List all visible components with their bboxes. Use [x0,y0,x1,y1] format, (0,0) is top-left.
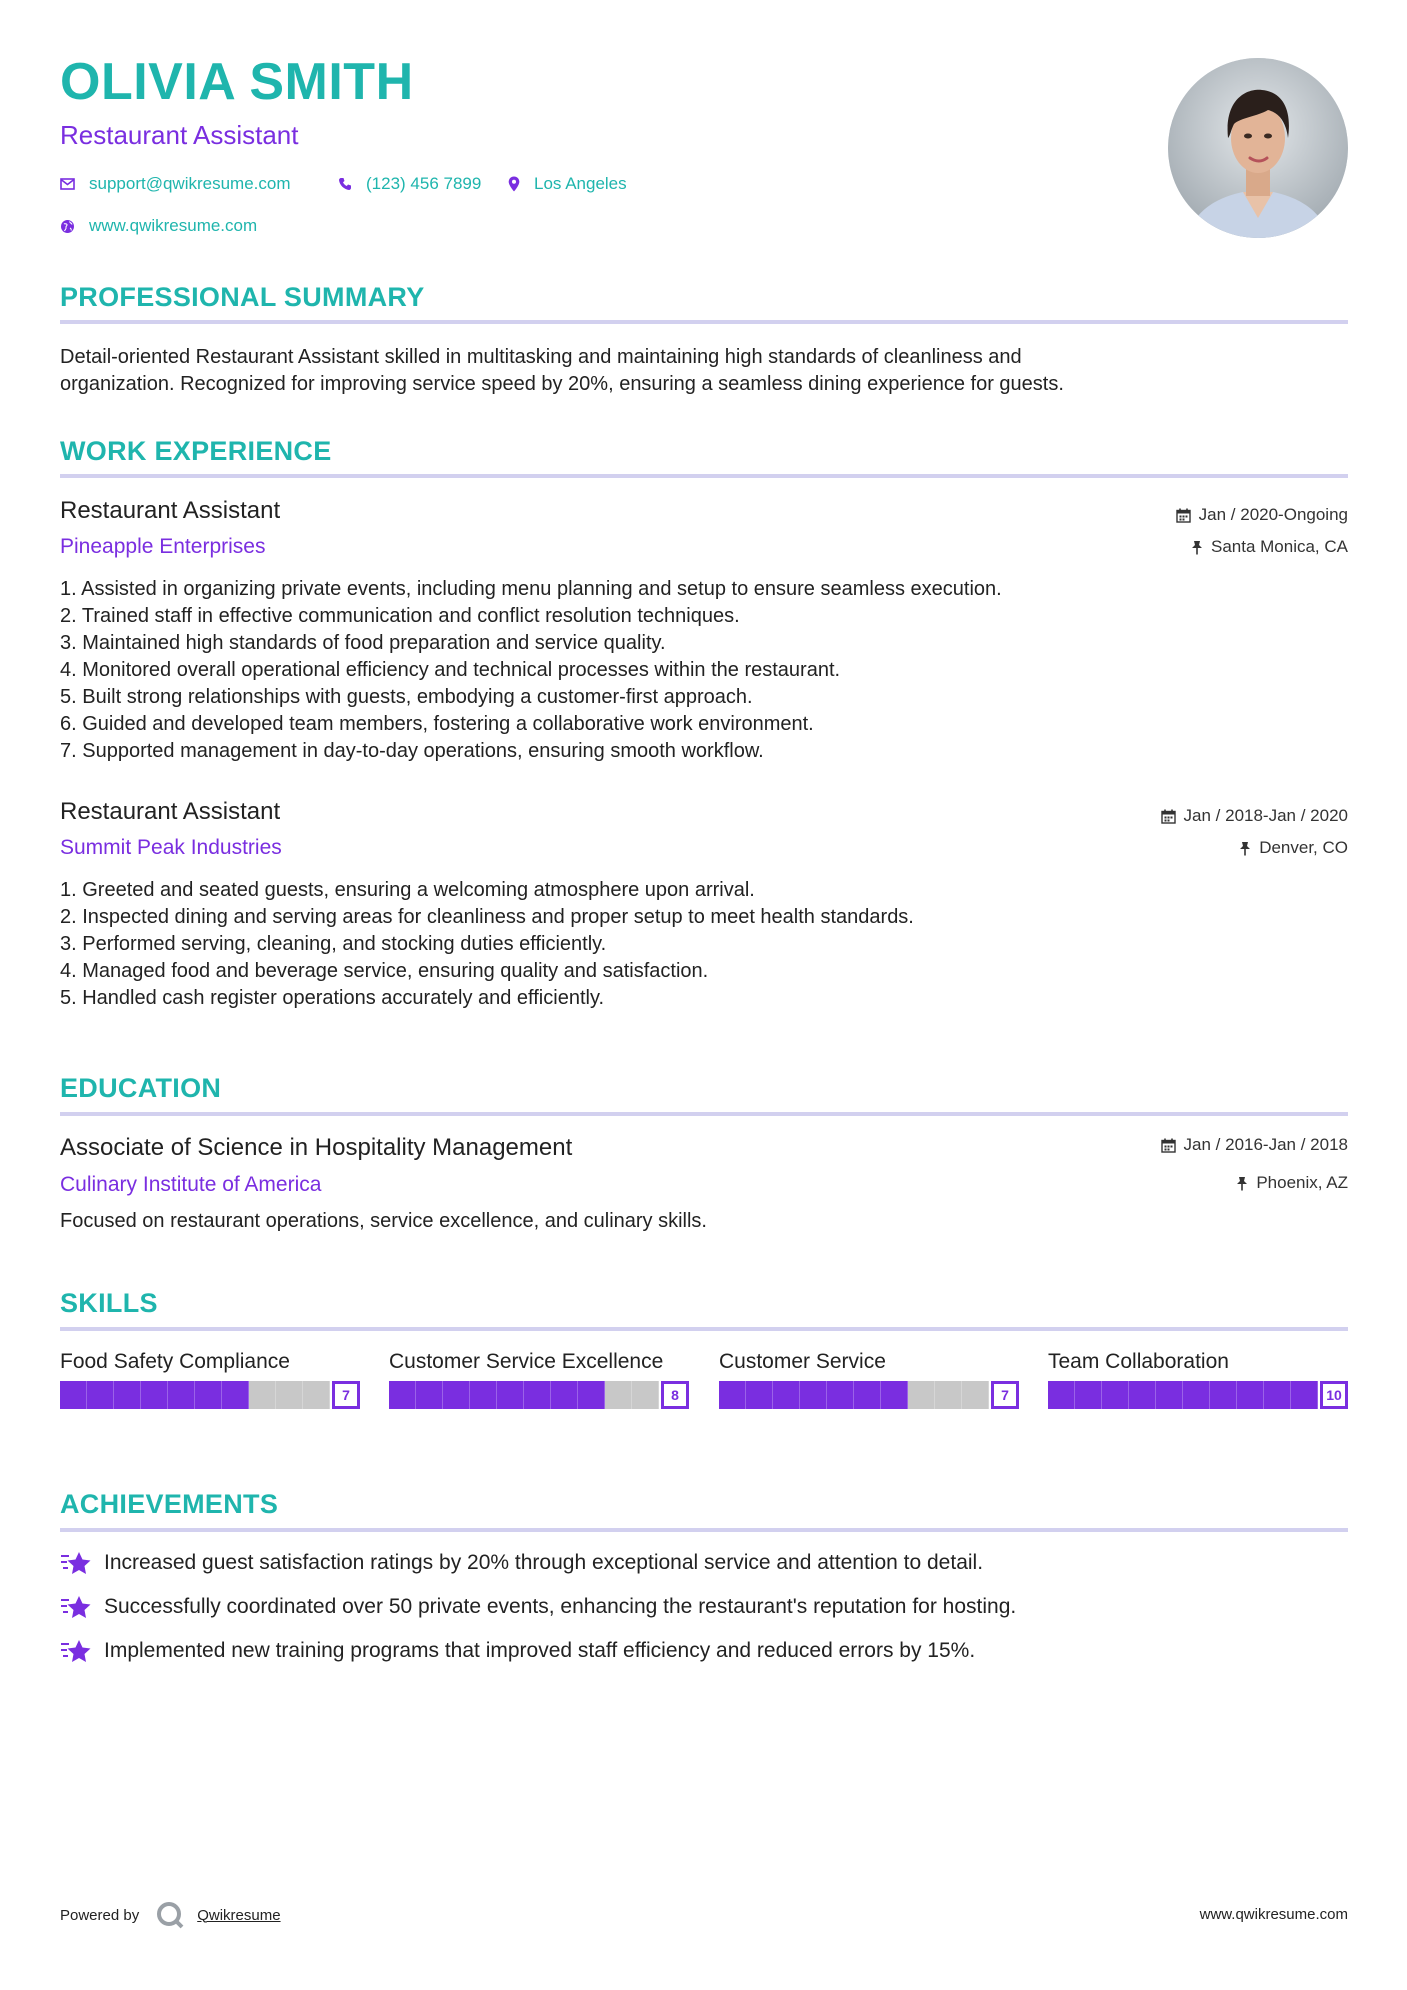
list-item: 1. Assisted in organizing private events, including menu planning and setup to ensure seamless execution. [60,578,1002,600]
skill-segment-filled [800,1381,827,1409]
map-pin-icon [508,176,520,192]
list-item: 6. Guided and developed team members, fostering a collaborative work environment. [60,713,814,735]
education-dates-text: Jan / 2016-Jan / 2018 [1183,1135,1348,1154]
skill-segment-empty [276,1381,303,1409]
skill-segment-filled [141,1381,168,1409]
skill-segment-filled [746,1381,773,1409]
footer-powered-by [60,1900,281,1930]
list-item: 3. Maintained high standards of food preparation and service quality. [60,632,666,654]
qwikresume-logo-icon [155,1900,185,1930]
experience-heading: WORK EXPERIENCE [60,436,332,466]
list-item: 5. Handled cash register operations accurately and efficiently. [60,987,605,1009]
skill-name: Team Collaboration [1048,1350,1229,1373]
education-dates [1161,1135,1348,1155]
achievement-item [60,1550,983,1576]
skills-heading: SKILLS [60,1288,158,1318]
skill-bar [1048,1381,1348,1409]
skill-segment-filled [773,1381,800,1409]
skill-segment-empty [908,1381,935,1409]
skill-segment-filled [827,1381,854,1409]
job-company: Pineapple Enterprises [60,535,266,558]
achievement-text: Increased guest satisfaction ratings by 20% through exceptional service and attention to detail. [104,1551,984,1574]
education-location-text: Phoenix, AZ [1256,1173,1348,1192]
contact-phone-text: (123) 456 7899 [366,174,482,193]
star-icon [60,1550,92,1576]
job-location [1191,537,1348,557]
achievements-heading: ACHIEVEMENTS [60,1489,279,1519]
job-company: Summit Peak Industries [60,836,282,859]
skill-segment-filled [416,1381,443,1409]
skill-bar [389,1381,689,1409]
skill-segment-filled [719,1381,746,1409]
skill-item [60,1348,360,1409]
footer-website[interactable]: www.qwikresume.com [1199,1906,1348,1923]
education-location [1236,1173,1348,1193]
job-location-text: Santa Monica, CA [1210,537,1348,556]
skill-segment-filled [578,1381,605,1409]
calendar-icon [1161,1138,1176,1153]
skill-segment-filled [222,1381,249,1409]
star-icon [60,1638,92,1664]
skill-segment-filled [168,1381,195,1409]
summary-line: Detail-oriented Restaurant Assistant skilled in multitasking and maintaining high standards of cleanliness and [60,346,1022,368]
skill-segment-filled [497,1381,524,1409]
achievement-item [60,1638,975,1664]
pushpin-icon [1239,841,1251,856]
skill-segment-filled [1264,1381,1291,1409]
summary-line: organization. Recognized for improving service speed by 20%, ensuring a seamless dining experience for guests. [60,373,1064,395]
skill-segment-empty [632,1381,659,1409]
education-heading: EDUCATION [60,1073,222,1103]
job-title: Restaurant Assistant [60,798,281,825]
profile-photo [1168,58,1348,238]
phone-icon [338,177,352,191]
calendar-icon [1176,508,1191,523]
list-item: 4. Managed food and beverage service, ensuring quality and satisfaction. [60,960,709,982]
skill-level-badge: 8 [661,1381,689,1409]
section-divider [60,1327,1348,1331]
skill-segment-filled [1183,1381,1210,1409]
job-location [1239,838,1348,858]
skill-segment-filled [1210,1381,1237,1409]
skill-segment-filled [1156,1381,1183,1409]
contact-email[interactable] [60,174,291,194]
skill-segment-filled [854,1381,881,1409]
pushpin-icon [1191,540,1203,555]
skill-name: Customer Service Excellence [389,1350,664,1373]
skill-name: Food Safety Compliance [60,1350,290,1373]
contact-website-text: www.qwikresume.com [89,216,258,235]
list-item: 2. Inspected dining and serving areas for cleanliness and proper setup to meet health standards. [60,906,914,928]
job-dates-text: Jan / 2020-Ongoing [1198,505,1348,524]
skill-item [1048,1348,1348,1409]
skill-segment-filled [551,1381,578,1409]
candidate-name: OLIVIA SMITH [60,53,414,111]
section-divider [60,1528,1348,1532]
skill-bar [60,1381,360,1409]
contact-location-text: Los Angeles [534,174,627,193]
skill-segment-filled [1291,1381,1318,1409]
skill-segment-filled [443,1381,470,1409]
summary-heading: PROFESSIONAL SUMMARY [60,282,425,312]
job-dates [1176,505,1348,525]
skill-segment-filled [195,1381,222,1409]
star-icon [60,1594,92,1620]
skill-segment-filled [1237,1381,1264,1409]
calendar-icon [1161,809,1176,824]
skill-bar [719,1381,1019,1409]
skill-segment-empty [605,1381,632,1409]
skill-segment-filled [1102,1381,1129,1409]
skill-segment-filled [470,1381,497,1409]
skill-segment-filled [389,1381,416,1409]
skill-level-badge: 10 [1320,1381,1348,1409]
list-item: 3. Performed serving, cleaning, and stocking duties efficiently. [60,933,607,955]
skill-segment-filled [1129,1381,1156,1409]
skill-segment-empty [303,1381,330,1409]
contact-website[interactable] [60,216,257,236]
contact-email-text: support@qwikresume.com [89,174,291,193]
achievement-text: Successfully coordinated over 50 private events, enhancing the restaurant's reputation for hosting. [104,1595,1017,1618]
list-item: 7. Supported management in day-to-day operations, ensuring smooth workflow. [60,740,764,762]
skill-segment-filled [114,1381,141,1409]
skill-segment-filled [524,1381,551,1409]
list-item: 4. Monitored overall operational efficiency and technical processes within the restaurant. [60,659,841,681]
job-bullets [60,877,1340,1012]
skill-segment-empty [249,1381,276,1409]
job-title: Restaurant Assistant [60,497,281,524]
skill-segment-filled [881,1381,908,1409]
skill-segment-empty [935,1381,962,1409]
powered-by-label: Powered by [60,1906,140,1924]
skill-level-badge: 7 [332,1381,360,1409]
job-location-text: Denver, CO [1259,838,1348,857]
skill-segment-filled [87,1381,114,1409]
skill-segment-filled [1048,1381,1075,1409]
skill-item [389,1348,689,1409]
section-divider [60,474,1348,478]
job-dates [1161,806,1348,826]
list-item: 2. Trained staff in effective communication and conflict resolution techniques. [60,605,740,627]
skill-level-badge: 7 [991,1381,1019,1409]
skill-name: Customer Service [719,1350,886,1373]
skill-segment-filled [1075,1381,1102,1409]
list-item: 5. Built strong relationships with guests, embodying a customer-first approach. [60,686,753,708]
candidate-title: Restaurant Assistant [60,120,299,150]
skill-item [719,1348,1019,1409]
job-bullets [60,576,1340,765]
education-description: Focused on restaurant operations, service excellence, and culinary skills. [60,1210,707,1232]
skill-segment-filled [60,1381,87,1409]
skill-segment-empty [962,1381,989,1409]
qwikresume-link[interactable]: Qwikresume [197,1906,281,1924]
achievement-item [60,1594,1016,1620]
section-divider [60,320,1348,324]
section-divider [60,1112,1348,1116]
job-dates-text: Jan / 2018-Jan / 2020 [1183,806,1348,825]
contact-phone[interactable] [338,174,481,194]
education-school: Culinary Institute of America [60,1173,322,1196]
achievement-text: Implemented new training programs that improved staff efficiency and reduced errors by 15%. [104,1639,976,1662]
summary-text [60,344,1064,398]
globe-icon [60,219,75,234]
education-degree: Associate of Science in Hospitality Management [60,1134,573,1161]
envelope-icon [60,178,75,190]
list-item: 1. Greeted and seated guests, ensuring a welcoming atmosphere upon arrival. [60,879,755,901]
contact-location [508,174,627,194]
pushpin-icon [1236,1176,1248,1191]
